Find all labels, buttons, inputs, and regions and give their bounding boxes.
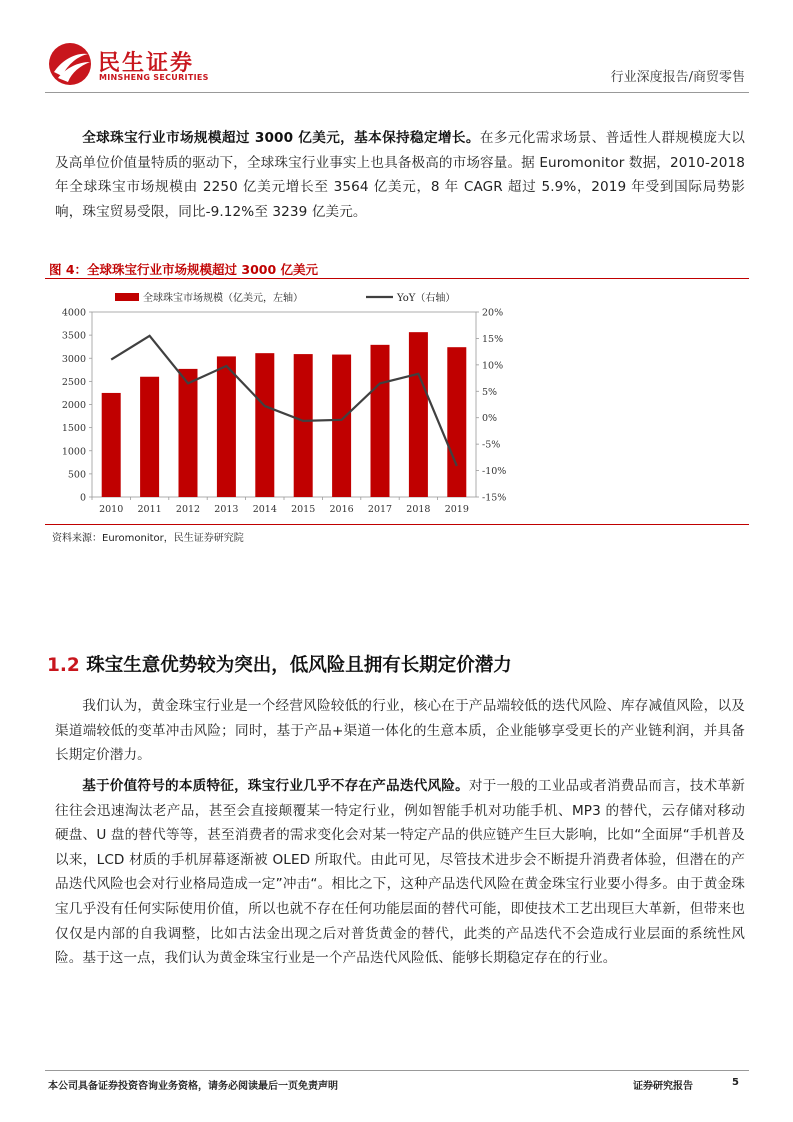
y-right-tick-label: 0% bbox=[482, 413, 498, 425]
section-title: 珠宝生意优势较为突出，低风险且拥有长期定价潜力 bbox=[86, 655, 512, 676]
x-tick-label: 2019 bbox=[444, 504, 469, 515]
intro-body: 在多元化需求场景、普适性人群规模庞大以及高单位价值量特质的驱动下，全球珠宝行业事实上也具备极高的市场容量。据 Euromonitor 数据，2010-2018 年全球珠宝市场规模由 2250 亿美元增长至 3564 亿美元，8 年 CAGR 超过 5.9%，2019 年受到国际局势影响，珠宝贸易受限，同比-9.12%至 3239 亿美元。 bbox=[55, 130, 745, 220]
bar-2017 bbox=[371, 345, 390, 497]
legend-bar-swatch bbox=[115, 293, 139, 301]
y-right-tick-label: 15% bbox=[482, 333, 504, 345]
y-right-tick-label: 5% bbox=[482, 386, 498, 398]
bar-2019 bbox=[447, 347, 466, 497]
body-paragraph-2 bbox=[55, 774, 745, 971]
x-tick-label: 2013 bbox=[214, 504, 239, 515]
para2-body: 对于一般的工业品或者消费品而言，技术革新往往会迅速淘汰老产品，甚至会直接颠覆某一特定行业，例如智能手机对功能手机、MP3 的替代，云存储对移动硬盘、U 盘的替代等等，甚至消费者的需求变化会对某一特定产品的供应链产生巨大影响，比如“全面屏“手机普及以来，LCD 材质的手机屏幕逐渐被 OLED 所取代。由此可见，尽管技术进步会不断提升消费者体验，但潜在的产品迭代风险也会对行业格局造成一定”冲击“。相比之下，这种产品迭代风险在黄金珠宝行业要小得多。由于黄金珠宝几乎没有任何实际使用价值，所以也就不存在任何功能层面的替代可能，即使技术工艺出现巨大革新，但带来也仅仅是内部的自我调整，比如古法金出现之后对普货黄金的替代，此类的产品迭代不会造成行业层面的系统性风险。基于这一点，我们认为黄金珠宝行业是一个产品迭代风险低、能够长期稳定存在的行业。 bbox=[55, 778, 745, 967]
x-tick-label: 2011 bbox=[137, 504, 162, 515]
x-tick-label: 2018 bbox=[406, 504, 431, 515]
yoy-line bbox=[111, 336, 457, 466]
page-number: 5 bbox=[732, 1077, 739, 1088]
intro-paragraph bbox=[55, 126, 745, 224]
bar-2011 bbox=[140, 377, 159, 497]
bar-2010 bbox=[102, 393, 121, 497]
y-right-tick-label: 20% bbox=[482, 307, 504, 319]
y-left-tick-label: 1000 bbox=[61, 446, 86, 458]
footer-divider bbox=[45, 1070, 749, 1071]
x-tick-label: 2016 bbox=[329, 504, 354, 515]
figure-bottom-rule bbox=[45, 524, 749, 525]
y-right-tick-label: -10% bbox=[482, 466, 507, 478]
brand-name-en: MINSHENG SECURITIES bbox=[99, 73, 209, 82]
footer-report-type: 证券研究报告 bbox=[633, 1081, 693, 1092]
y-right-tick-label: -5% bbox=[482, 439, 501, 451]
x-tick-label: 2014 bbox=[252, 504, 277, 515]
bar-2013 bbox=[217, 356, 236, 497]
y-left-tick-label: 0 bbox=[79, 492, 86, 504]
section-number: 1.2 bbox=[47, 655, 80, 676]
figure-title-text: 图 4：全球珠宝行业市场规模超过 3000 亿美元 bbox=[49, 262, 319, 277]
y-right-tick-label: -15% bbox=[482, 492, 507, 504]
figure-source: 资料来源：Euromonitor，民生证券研究院 bbox=[52, 533, 244, 544]
bar-2014 bbox=[255, 353, 274, 497]
market-size-chart bbox=[45, 282, 749, 522]
para2-lead: 基于价值符号的本质特征，珠宝行业几乎不存在产品迭代风险。 bbox=[82, 778, 469, 794]
x-tick-label: 2017 bbox=[367, 504, 393, 515]
y-left-tick-label: 2000 bbox=[61, 400, 86, 411]
legend-bar-label: 全球珠宝市场规模（亿美元，左轴） bbox=[143, 293, 303, 304]
page-header bbox=[45, 40, 749, 92]
body-paragraph-1: 我们认为，黄金珠宝行业是一个经营风险较低的行业，核心在于产品端较低的迭代风险、库存减值风险，以及渠道端较低的变革冲击风险；同时，基于产品+渠道一体化的生意本质，企业能够享受更长的产业链利润，并具备长期定价潜力。 bbox=[55, 698, 745, 764]
y-left-tick-label: 4000 bbox=[61, 307, 86, 319]
x-tick-label: 2012 bbox=[175, 504, 201, 515]
x-tick-label: 2015 bbox=[291, 504, 316, 515]
bar-2012 bbox=[179, 369, 198, 497]
bar-2018 bbox=[409, 332, 428, 497]
y-left-tick-label: 1500 bbox=[61, 423, 86, 435]
x-tick-label: 2010 bbox=[99, 504, 124, 515]
y-left-tick-label: 500 bbox=[67, 469, 86, 481]
legend-line-label: YoY（右轴） bbox=[397, 293, 456, 304]
report-category: 行业深度报告/商贸零售 bbox=[610, 70, 745, 85]
bar-2015 bbox=[294, 354, 313, 497]
minsheng-logo-icon bbox=[48, 42, 92, 86]
y-left-tick-label: 3500 bbox=[61, 330, 86, 342]
bar-2016 bbox=[332, 355, 351, 497]
y-right-tick-label: 10% bbox=[482, 360, 504, 372]
section-heading bbox=[47, 651, 512, 677]
header-divider bbox=[45, 92, 749, 93]
y-left-tick-label: 2500 bbox=[61, 376, 86, 388]
intro-lead: 全球珠宝行业市场规模超过 3000 亿美元，基本保持稳定增长。 bbox=[82, 130, 480, 146]
figure-title bbox=[45, 258, 749, 279]
y-left-tick-label: 3000 bbox=[61, 353, 86, 365]
brand-name-cn: 民生证券 bbox=[98, 51, 195, 76]
footer-disclaimer: 本公司具备证券投资咨询业务资格，请务必阅读最后一页免责声明 bbox=[48, 1081, 338, 1092]
